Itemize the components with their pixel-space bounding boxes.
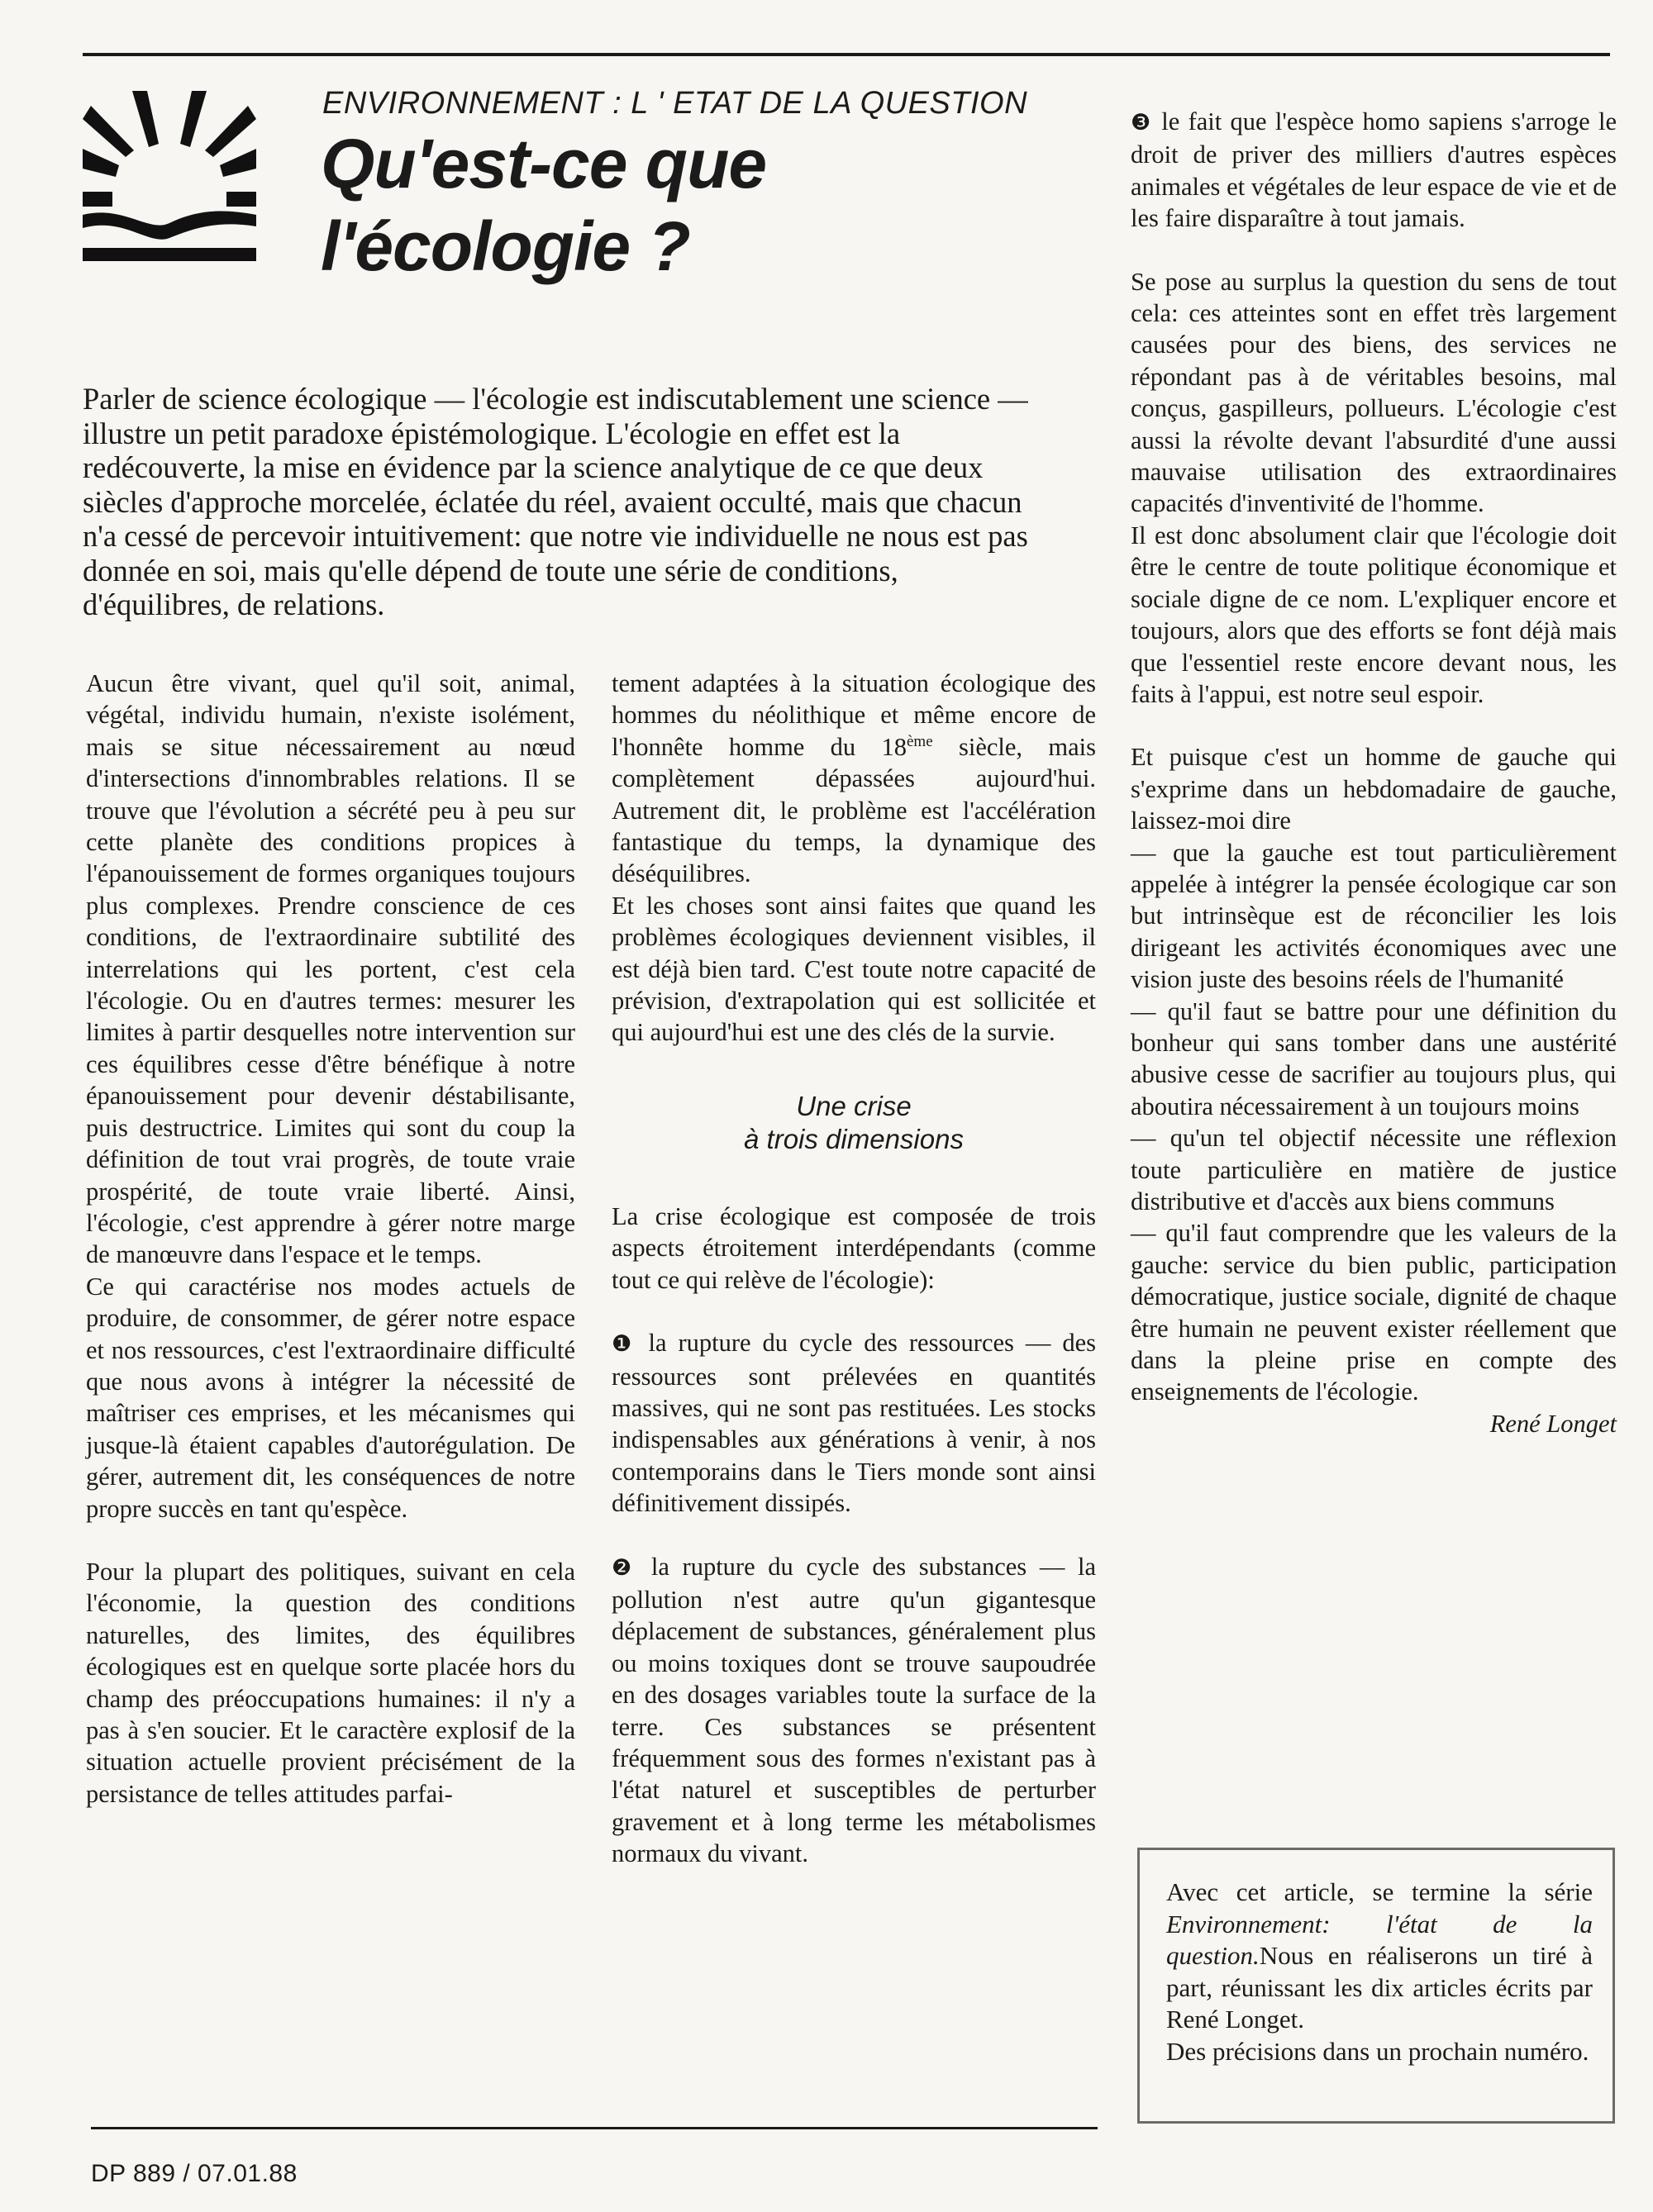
column-1 <box>86 668 575 1810</box>
col2-p1-text-a: tement adaptées à la situation écologique des hommes du néolithique et même encore de l'honnête homme du 18 <box>612 669 1096 761</box>
dash-item-2: — qu'il faut se battre pour une définition du bonheur qui sans tomber dans une austérité abusive cesse de sacrifier au toujours plus, qui aboutira nécessairement à un toujours moins <box>1131 997 1617 1120</box>
col2-paragraph-2: Et les choses sont ainsi faites que quand les problèmes écologiques deviennent visibles, il est déjà bien tard. C'est toute notre capacité de prévision, d'extrapolation qui est sollicitée et qui aujourd'hui est une des clés de la survie. <box>612 891 1096 1047</box>
article-title <box>321 122 766 288</box>
number-1-icon: ❶ <box>612 1331 637 1358</box>
column-2 <box>612 668 1096 1870</box>
note-series-title: Environnement: l'état de la question. <box>1166 1909 1593 1970</box>
col1-paragraph-2: Ce qui caractérise nos modes actuels de produire, de consommer, de gérer notre espace et nos ressources, c'est l'extraordinaire difficulté que nous avons à intégrer la nécessité de maîtriser ces emprises, et les mécanismes qui jusque-là étaient capables d'autorégulation. De gérer, autrement dit, les conséquences de notre propre succès en tant qu'espèce. <box>86 1272 575 1523</box>
col2-paragraph-1 <box>612 668 1096 890</box>
title-line-2: l'écologie ? <box>321 207 690 285</box>
number-3-icon: ❸ <box>1131 110 1153 136</box>
col1-paragraph-1: Aucun être vivant, quel qu'il soit, animal, végétal, individu humain, n'existe isolément, mais se situe nécessairement au nœud d'intersections d'innombrables relations. Il se trouve que l'évolution a sécrété peu à peu sur cette planète des conditions propices à l'épanouissement de formes organiques toujours plus complexes. Prendre conscience de ces conditions, de l'extraordinaire subtilité des interrelations qui les portent, c'est cela l'écologie. Ou en d'autres termes: mesurer les limites à partir desquelles notre intervention sur ces équilibres cesse d'être bénéfique à notre épanouissement pour devenir déstabilisante, puis destructrice. Limites qui sont du coup la définition de tout vrai progrès, de toute vraie prospérité, de toute vraie liberté. Ainsi, l'écologie, c'est apprendre à gérer notre marge de manœuvre dans l'espace et le temps. <box>86 669 575 1269</box>
col1-paragraph-3: Pour la plupart des politiques, suivant en cela l'économie, la question des conditions naturelles, des limites, des équilibres écologiques est en quelque sorte placée hors du champ des préoccupations humaines: il n'y a pas à s'en soucier. Et le caractère explosif de la situation actuelle provient précisément de la persistance de telles attitudes parfai- <box>86 1557 575 1808</box>
dash-item-4: — qu'il faut comprendre que les valeurs de la gauche: service du bien public, participation démocratique, justice sociale, dignité de chaque être humain ne peuvent exister réellement que dans la pleine prise en compte des enseignements de l'écologie. <box>1131 1219 1617 1406</box>
list-item-2 <box>612 1551 1096 1870</box>
col3-paragraph-3: Et puisque c'est un homme de gauche qui s'exprime dans un hebdomadaire de gauche, laissez-moi dire <box>1131 743 1617 835</box>
dash-item-3: — qu'un tel objectif nécessite une réflexion toute particulière en matière de justice distributive et d'accès aux biens communs <box>1131 1124 1617 1215</box>
sun-waves-logo <box>83 91 256 274</box>
issue-footer: DP 889 / 07.01.88 <box>91 2160 298 2187</box>
dash-item-1: — que la gauche est tout particulièrement appelée à intégrer la pensée écologique car son but intrinsèque est de réconcilier les lois dirigeant les activités économiques avec une vision juste des besoins réels de l'humanité <box>1131 838 1617 994</box>
section-kicker: ENVIRONNEMENT : L ' ETAT DE LA QUESTION <box>322 86 1028 121</box>
bottom-rule <box>91 2127 1098 2129</box>
title-line-1: Qu'est-ce que <box>321 125 767 202</box>
author-signature: René Longet <box>1489 1409 1617 1438</box>
superscript-eme: ème <box>907 732 933 750</box>
note-text-a: Avec cet article, se termine la série <box>1166 1877 1593 1906</box>
editorial-note-box <box>1137 1848 1615 2124</box>
column-3 <box>1131 106 1617 1439</box>
list-item-1 <box>612 1327 1096 1519</box>
col3-paragraph-2: Il est donc absolument clair que l'écologie doit être le centre de toute politique économique et sociale digne de ce nom. L'expliquer encore et toujours, alors que des efforts se font déjà mais que l'essentiel reste encore devant nous, les faits à l'appui, est notre seul espoir. <box>1131 521 1617 708</box>
top-rule <box>83 53 1610 56</box>
col2-paragraph-3: La crise écologique est composée de trois aspects étroitement interdépendants (comme tout ce qui relève de l'écologie): <box>612 1201 1096 1294</box>
list-item-3 <box>1131 106 1617 235</box>
number-2-icon: ❷ <box>612 1554 639 1581</box>
col2-p1-text-b: siècle, mais complètement dépassées aujourd'hui. Autrement dit, le problème est l'accélération fantastique du temps, la dynamique des déséquilibres. <box>612 732 1096 888</box>
intro-paragraph: Parler de science écologique — l'écologie est indiscutablement une science — illustre un petit paradoxe épistémologique. L'écologie en effet est la redécouverte, la mise en évidence par la science analytique de ce que deux siècles d'approche morcelée, éclatée du réel, avaient occulté, mais que chacun n'a cessé de percevoir intuitivement: que notre vie individuelle ne nous est pas donnée en soi, mais qu'elle dépend de toute une série de conditions, d'équilibres, de relations. <box>83 382 1028 621</box>
col3-paragraph-1: Se pose au surplus la question du sens de tout cela: ces atteintes sont en effet très largement causées pour des biens, des services ne répondant pas à de véritables besoins, mal conçus, gaspilleurs, pollueurs. L'écologie c'est aussi la révolte devant l'absurdité d'une aussi mauvaise utilisation des extraordinaires capacités d'inventivité de l'homme. <box>1131 267 1617 518</box>
subheading-line-2: à trois dimensions <box>744 1123 964 1154</box>
subheading-line-1: Une crise <box>796 1090 912 1121</box>
list-item-1-text: la rupture du cycle des ressources — des ressources sont prélevées en quantités massives, qui ne sont pas restituées. Les stocks indispensables aux générations à venir, à nos contemporains dans le Tiers monde sont ainsi définitivement dissipés. <box>612 1329 1096 1518</box>
list-item-2-text: la rupture du cycle des substances — la pollution n'est autre qu'un gigantesque déplacement de substances, généralement plus ou moins toxiques dont se trouve saupoudrée en des dosages variables toute la surface de la terre. Ces substances se présentent fréquemment sous des formes n'existant pas à l'état naturel et susceptibles de perturber gravement et à long terme les métabolismes normaux du vivant. <box>612 1552 1096 1868</box>
list-item-3-text: le fait que l'espèce homo sapiens s'arroge le droit de priver des milliers d'autres espèces animales et végétales de leur espace de vie et de les faire disparaître à tout jamais. <box>1131 107 1617 233</box>
note-text-b: Nous en réaliserons un tiré à part, réunissant les dix articles écrits par René Longet. <box>1166 1941 1593 2034</box>
note-text-c: Des précisions dans un prochain numéro. <box>1166 2036 1589 2066</box>
subheading <box>612 1090 1096 1156</box>
